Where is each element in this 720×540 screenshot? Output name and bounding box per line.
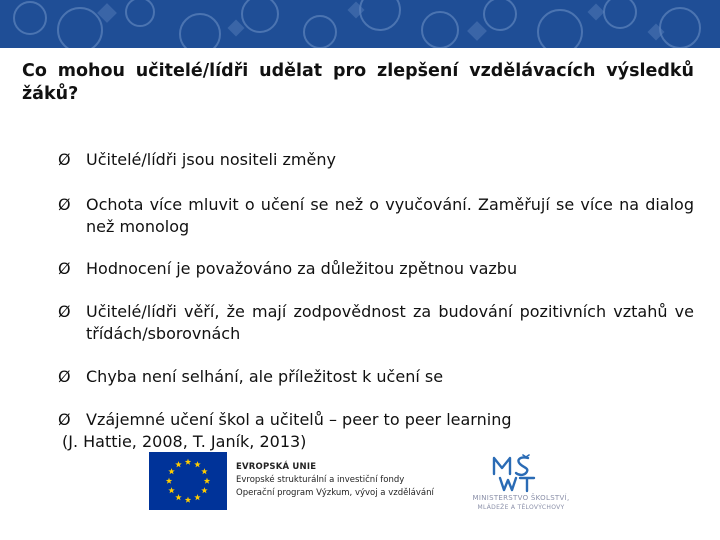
arrow-bullet-icon: Ø <box>58 195 71 214</box>
arrow-bullet-icon: Ø <box>58 302 71 321</box>
list-item <box>58 366 694 388</box>
eu-logo-text <box>236 461 434 500</box>
list-item <box>58 194 694 238</box>
footer-logos <box>0 450 720 540</box>
list-item-text: Ochota více mluvit o učení se než o vyučování. Zaměřují se více na dialog než monolog <box>86 195 694 236</box>
slide-title: Co mohou učitelé/lídři udělat pro zlepšení vzdělávacích výsledků žáků? <box>22 61 694 104</box>
list-item <box>58 258 694 280</box>
list-item-text: Učitelé/lídři jsou nositeli změny <box>86 150 336 169</box>
list-item <box>58 301 694 345</box>
list-item-text: Učitelé/lídři věří, že mají zodpovědnost za budování pozitivních vztahů ve třídách/sborovnách <box>86 302 694 343</box>
msmt-logo-line1: MINISTERSTVO ŠKOLSTVÍ, <box>472 494 570 502</box>
arrow-bullet-icon: Ø <box>58 259 71 278</box>
citation: (J. Hattie, 2008, T. Janík, 2013) <box>62 432 307 451</box>
list-item <box>58 149 694 171</box>
arrow-bullet-icon: Ø <box>58 367 71 386</box>
banner-pattern <box>0 0 720 48</box>
eu-logo-line3: Operační program Výzkum, vývoj a vzdělávání <box>236 488 434 498</box>
list-item-text: Vzájemné učení škol a učitelů – peer to peer learning <box>86 410 512 429</box>
msmt-logo-line2: MLÁDEŽE A TĚLOVÝCHOVY <box>477 504 565 511</box>
arrow-bullet-icon: Ø <box>58 150 71 169</box>
eu-logo-line1: EVROPSKÁ UNIE <box>236 462 317 472</box>
msmt-logo-text <box>470 494 572 512</box>
msmt-logo-icon <box>490 454 538 494</box>
eu-flag-icon <box>149 452 227 510</box>
arrow-bullet-icon: Ø <box>58 410 71 429</box>
list-item-text: Chyba není selhání, ale příležitost k učení se <box>86 367 444 386</box>
eu-logo-line2: Evropské strukturální a investiční fondy <box>236 475 405 485</box>
list-item-text: Hodnocení je považováno za důležitou zpětnou vazbu <box>86 259 518 278</box>
header-banner <box>0 0 720 48</box>
list-item <box>58 409 694 431</box>
